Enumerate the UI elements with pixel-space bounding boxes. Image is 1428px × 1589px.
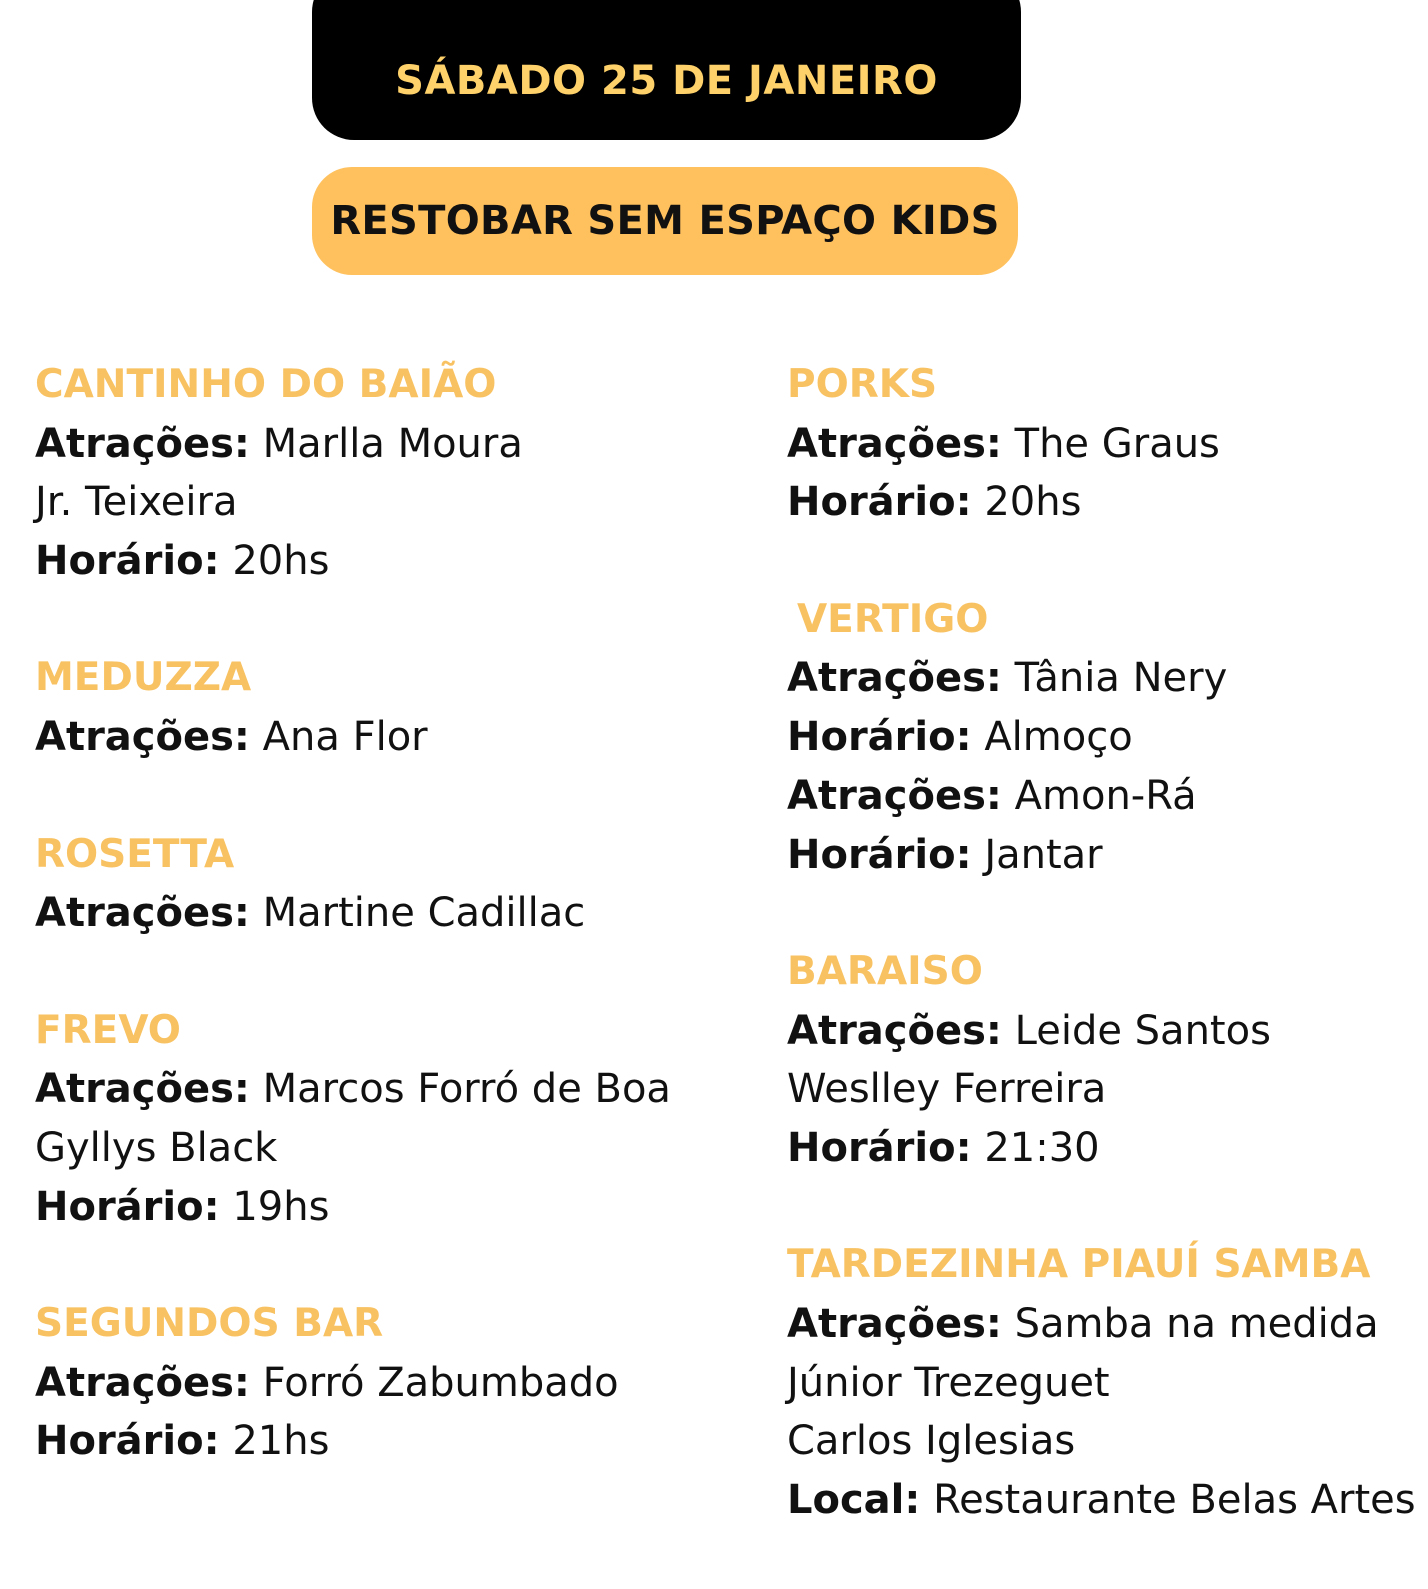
time-label: Horário: xyxy=(787,479,972,526)
attractions-line xyxy=(35,884,671,943)
venue-vertigo xyxy=(787,591,1416,884)
time-label: Horário: xyxy=(35,1183,220,1230)
venue-baraiso xyxy=(787,943,1416,1178)
venue-name: CANTINHO DO BAIÃO xyxy=(35,362,497,407)
time-value: 21:30 xyxy=(984,1124,1100,1171)
attractions-line xyxy=(35,415,671,474)
venue-name: VERTIGO xyxy=(797,596,989,642)
attractions-label: Atrações: xyxy=(35,1359,250,1406)
attractions-line xyxy=(35,708,671,767)
local-line xyxy=(787,1471,1416,1530)
attractions-line xyxy=(35,1060,671,1119)
time-line xyxy=(787,708,1416,767)
attraction-value: Tânia Nery xyxy=(1014,655,1228,702)
time-line xyxy=(35,532,671,591)
attraction-value: Leide Santos xyxy=(1014,1007,1271,1054)
attractions-line xyxy=(787,649,1416,708)
attractions-label: Atrações: xyxy=(35,890,250,937)
time-line xyxy=(787,473,1416,532)
venue-name: FREVO xyxy=(35,1007,181,1053)
attractions-label: Atrações: xyxy=(787,420,1002,467)
venue-meduzza xyxy=(35,649,671,766)
attractions-line xyxy=(787,1295,1416,1354)
time-value: Almoço xyxy=(984,714,1133,761)
time-line xyxy=(787,1119,1416,1178)
venue-rosetta xyxy=(35,826,671,943)
venue-name: PORKS xyxy=(787,362,938,407)
time-value: 20hs xyxy=(984,479,1082,526)
time-value: 20hs xyxy=(232,538,330,585)
attraction-extra: Júnior Trezeguet xyxy=(787,1359,1110,1406)
venue-frevo xyxy=(35,1002,671,1237)
attraction-extra: Gyllys Black xyxy=(35,1124,278,1171)
attraction-value: Amon-Rá xyxy=(1014,772,1197,819)
attractions-label: Atrações: xyxy=(787,772,1002,819)
attractions-line xyxy=(787,1002,1416,1061)
attraction-value: The Graus xyxy=(1014,420,1220,467)
venue-segundos-bar xyxy=(35,1295,671,1471)
time-value: 21hs xyxy=(232,1418,330,1465)
venue-name: ROSETTA xyxy=(35,831,235,877)
local-label: Local: xyxy=(787,1477,921,1524)
attraction-value: Samba na medida xyxy=(1014,1301,1379,1347)
venue-name: BARAISO xyxy=(787,948,983,994)
venue-tardezinha-piaui-samba xyxy=(787,1236,1416,1529)
attractions-line xyxy=(35,1354,671,1413)
attraction-value: Martine Cadillac xyxy=(262,890,586,937)
attractions-label: Atrações: xyxy=(35,714,250,761)
time-label: Horário: xyxy=(787,831,972,878)
time-value: Jantar xyxy=(984,831,1103,878)
local-value: Restaurante Belas Artes xyxy=(933,1477,1416,1524)
time-label: Horário: xyxy=(787,1124,972,1171)
attractions-label: Atrações: xyxy=(787,1007,1002,1054)
attractions-label: Atrações: xyxy=(35,1066,250,1113)
subtitle-banner xyxy=(312,167,1018,275)
attraction-extra: Jr. Teixeira xyxy=(35,479,238,526)
attraction-value: Marcos Forró de Boa xyxy=(262,1066,671,1113)
venue-cantinho-do-baiao xyxy=(35,356,671,591)
time-line xyxy=(35,1178,671,1237)
attraction-extra: Carlos Iglesias xyxy=(787,1418,1076,1465)
venue-name: MEDUZZA xyxy=(35,655,252,701)
attraction-value: Marlla Moura xyxy=(262,420,523,467)
venue-name: SEGUNDOS BAR xyxy=(35,1301,384,1346)
left-column xyxy=(35,356,671,1471)
attractions-label: Atrações: xyxy=(35,420,250,467)
attraction-value: Ana Flor xyxy=(262,714,428,761)
venue-name: TARDEZINHA PIAUÍ SAMBA xyxy=(787,1242,1371,1288)
subtitle-text: RESTOBAR SEM ESPAÇO KIDS xyxy=(330,198,1000,244)
time-label: Horário: xyxy=(35,1418,220,1465)
right-column xyxy=(787,356,1416,1530)
attractions-line xyxy=(787,415,1416,474)
time-value: 19hs xyxy=(232,1183,330,1230)
venue-porks xyxy=(787,356,1416,532)
attraction-extra: Weslley Ferreira xyxy=(787,1066,1107,1113)
attractions-line xyxy=(787,767,1416,826)
time-label: Horário: xyxy=(35,538,220,585)
attraction-value: Forró Zabumbado xyxy=(262,1359,619,1406)
date-banner xyxy=(312,0,1021,140)
time-label: Horário: xyxy=(787,714,972,761)
date-title: SÁBADO 25 DE JANEIRO xyxy=(395,58,938,104)
attractions-label: Atrações: xyxy=(787,1301,1002,1347)
attractions-label: Atrações: xyxy=(787,655,1002,702)
time-line xyxy=(35,1412,671,1471)
time-line xyxy=(787,826,1416,885)
